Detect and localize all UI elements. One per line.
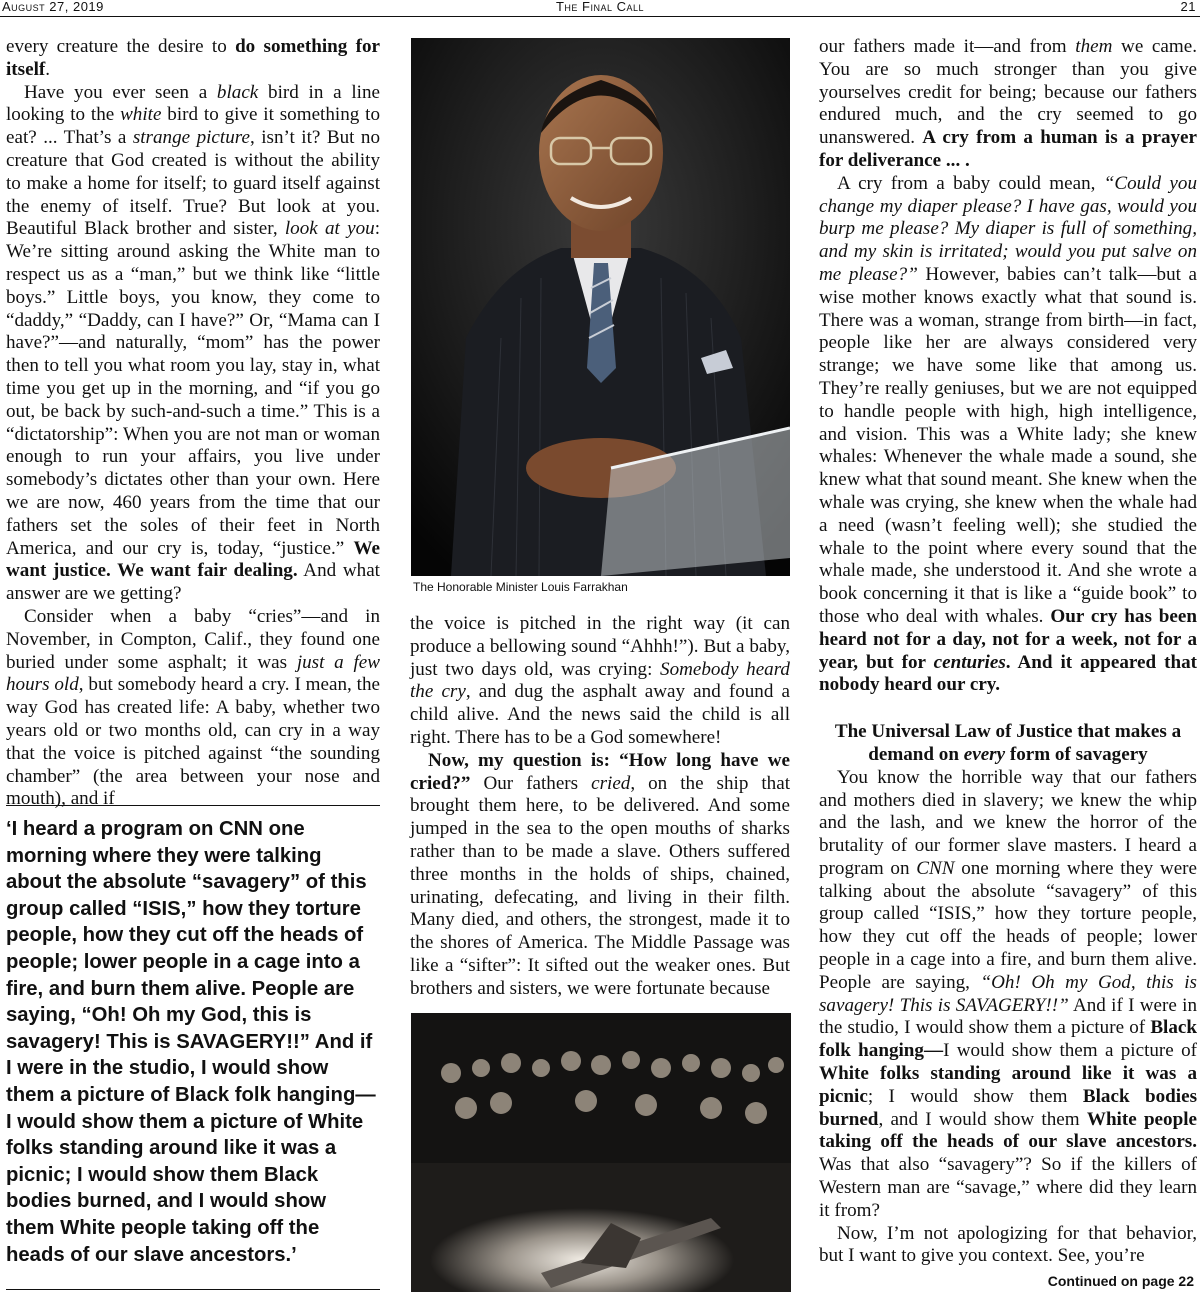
- paragraph: every creature the desire to do something for itself.: [6, 36, 380, 80]
- paragraph: Now, I’m not apologizing for that behavior, but I want to give you context. See, you’re: [819, 1222, 1197, 1267]
- paragraph: You know the horrible way that our fathers and mothers died in slavery; we knew the whip and the lash, and we knew the horror of the brutality of our former slave masters. I heard a program on CNN one morning where they were talking about the absolute “savagery” of this group called “ISIS,” how they torture people, how they cut off the heads of people; lower people in a cage into a fire, and burn them alive. People are saying, “Oh! Oh my God, this is savagery! This is SAVAGERY!!” And if I were in the studio, I would show them a picture of Black folk hanging—I would show them a picture of White folks standing around like it was a picnic; I would show them Black bodies burned, and I would show them White people taking off the heads of our slave ancestors. Was that also “savagery”? So if the killers of Western man are “savage,” where did they learn it from?: [819, 766, 1198, 1221]
- column-3: [819, 36, 1197, 1268]
- portrait-photo: [411, 38, 790, 576]
- newspaper-name: The Final Call: [555, 0, 645, 14]
- paragraph: our fathers made it—and from them we came. You are so much stronger than you give yourselves credit for being; because our fathers endured much, and the cry seemed to go unanswered. A cry from a human is a prayer for deliverance ... .: [819, 36, 1197, 171]
- paragraph: Now, my question is: “How long have we cried?” Our fathers cried, on the ship that brought them here, to be delivered. And some jumped in the sea to the open mouths of sharks rather than to be made a slave. Others suffered three months in the holds of ships, chained, urinating, defecating, and living in their filth. Many died, and others, the strongest, made it to the shores of America. The Middle Passage was like a “sifter”: It sifted out the weaker ones. But brothers and sisters, we were fortunate because: [410, 749, 791, 999]
- issue-date: August 27, 2019: [2, 0, 104, 14]
- column-1: [6, 36, 380, 811]
- paragraph: Consider when a baby “cries”—and in November, in Compton, Calif., they found one buried under some asphalt; it was just a few hours old, but somebody heard a cry. I mean, the way God has created life: A baby, whether two years old or two months old, can cry in a way that the voice is pitched against “the sounding chamber” (the area between your nose and mouth), and if: [6, 605, 381, 810]
- page-header: [0, 0, 1200, 17]
- paragraph: the voice is pitched in the right way (it can produce a bellowing sound “Ahhh!”). But a baby, just two days old, was crying: Somebody heard the cry, and dug the asphalt away and found a child alive. And the news said the child is all right. There has to be a God somewhere!: [410, 613, 790, 748]
- paragraph: Have you ever seen a black bird in a line looking to the white bird to give it something to eat? ... That’s a strange picture, isn’t it? But no creature that God created is without the ability to make a home for itself; to guard itself against the enemy of itself. True? But look at you. Beautiful Black brother and sister, look at you: We’re sitting around asking the White man to respect us as a “man,” but we think like “little boys.” Little boys, you know, they come to “daddy,” “Daddy, can I have?” Or, “Mama can I have?”—and naturally, “mom” has the power then to tell you what room you lay, stay in, what time you get up in the morning, and “if you go out, be back by such-and-such a time.” This is a “dictatorship”: When you are not man or woman enough to run your affairs, you live under somebody’s dictates other than your own. Here we are now, 460 years from the time that our fathers set the soles of their feet in North America, and our cry is, today, “justice.” We want justice. We want fair dealing. And what answer are we getting?: [6, 81, 381, 605]
- paragraph: A cry from a baby could mean, “Could you change my diaper please? I have gas, would you burp me please? My diaper is full of something, and my skin is irritated; would you put salve on me please?” However, babies can’t talk—but a wise mother knows exactly what that sound is. There was a woman, strange from birth—in fact, people like her are always considered very strange; we have some like that among us. They’re really geniuses, but we are not equipped to handle people with high, high intelligence, and vision. This was a White lady; she knew whales: Whenever the whale made a sound, she knew what that sound meant. She knew when the whale was crying, she knew when the whale had a need (wasn’t feeling well); she studied the whale to the point where every sound that the whale made, she understood it. And she wrote a book concerning it that is like a “guide book” to those who deal with whales. Our cry has been heard not for a day, not for a week, not for a year, but for centuries. And it appeared that nobody heard our cry.: [819, 172, 1197, 696]
- photo-caption: The Honorable Minister Louis Farrakhan: [413, 580, 628, 594]
- column-2: [410, 613, 790, 1001]
- pull-quote: ‘I heard a program on CNN one morning where they were talking about the absolute “savagery” of this group called “ISIS,” how they torture people, how they cut off the heads of people; lower people in a cage into a fire, and burn them alive. People are saying, “Oh! Oh my God, this is savagery! This is SAVAGERY!!” And if I were in the studio, I would show them a picture of Black folk hanging—I would show them a picture of White folks standing around like it was a picnic; I would show them Black bodies burned, and I would show them White people taking off the heads of our slave ancestors.’: [6, 805, 380, 1290]
- page-number: 21: [1180, 0, 1196, 14]
- historical-crowd-photo: [411, 1013, 791, 1292]
- continued-link[interactable]: Continued on page 22: [1047, 1273, 1194, 1289]
- section-subheading: The Universal Law of Justice that makes a demand on every form of savagery: [834, 721, 1182, 765]
